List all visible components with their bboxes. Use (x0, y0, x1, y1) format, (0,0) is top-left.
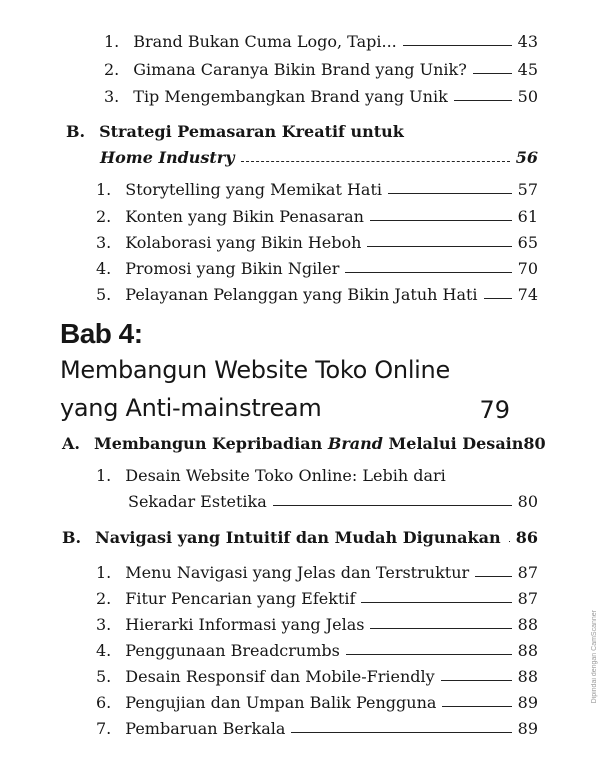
entry-title: Desain Website Toko Online: Lebih dari (125, 466, 446, 485)
entry-page: 88 (517, 667, 538, 686)
section-title (94, 434, 523, 453)
toc-entry[interactable] (96, 615, 538, 634)
toc-entry[interactable] (96, 563, 538, 582)
section-letter: B. (62, 528, 82, 547)
entry-page: 50 (517, 87, 538, 106)
section-title-italic: Home Industry (100, 148, 235, 167)
entry-page: 89 (517, 693, 538, 712)
section-letter: A. (62, 434, 80, 453)
section-title: Navigasi yang Intuitif dan Mudah Digunakan (95, 528, 501, 547)
toc-entry-cont[interactable] (128, 492, 538, 511)
toc-entry[interactable] (96, 233, 538, 252)
entry-title: Desain Responsif dan Mobile-Friendly (125, 667, 435, 686)
leader-line (509, 541, 510, 542)
section-heading[interactable] (62, 528, 538, 547)
entry-title: Kolaborasi yang Bikin Heboh (125, 233, 362, 252)
entry-number: 6. (96, 693, 112, 712)
entry-number: 1. (104, 32, 120, 51)
chapter-title-line1[interactable]: Membangun Website Toko Online (60, 356, 450, 384)
leader-line (345, 272, 511, 273)
section-title-pre: Membangun Kepribadian (93, 434, 328, 453)
section-heading-cont[interactable] (100, 148, 538, 167)
entry-page: 57 (517, 180, 538, 199)
section-heading[interactable] (62, 434, 546, 453)
scanner-watermark: Dipindai dengan CamScanner (591, 610, 598, 704)
toc-entry[interactable] (96, 641, 538, 660)
entry-number: 3. (104, 87, 120, 106)
leader-line (361, 602, 511, 603)
entry-title: Penggunaan Breadcrumbs (125, 641, 340, 660)
leader-line (370, 628, 511, 629)
section-title-brand: Brand (327, 434, 383, 453)
entry-title: Pelayanan Pelanggan yang Bikin Jatuh Hati (125, 285, 478, 304)
entry-page: 45 (517, 60, 538, 79)
leader-line (346, 654, 512, 655)
entry-number: 2. (96, 207, 112, 226)
toc-entry[interactable] (96, 466, 538, 485)
entry-page: 70 (517, 259, 538, 278)
entry-page: 87 (517, 563, 538, 582)
toc-entry[interactable] (104, 60, 538, 79)
entry-page: 65 (517, 233, 538, 252)
toc-entry[interactable] (96, 589, 538, 608)
toc-entry[interactable] (104, 32, 538, 51)
entry-number: 2. (96, 589, 112, 608)
section-title: Strategi Pemasaran Kreatif untuk (99, 122, 404, 141)
entry-page: 61 (517, 207, 538, 226)
section-page: 86 (515, 528, 538, 547)
leader-line (403, 45, 512, 46)
entry-title: Fitur Pencarian yang Efektif (125, 589, 356, 608)
entry-title: Hierarki Informasi yang Jelas (125, 615, 365, 634)
entry-number: 4. (96, 641, 112, 660)
section-title-post: Melalui Desain (382, 434, 524, 453)
chapter-title-line2[interactable]: yang Anti-mainstream (60, 394, 322, 422)
leader-line (241, 161, 510, 162)
section-heading[interactable] (66, 122, 538, 141)
entry-title: Tip Mengembangkan Brand yang Unik (133, 87, 448, 106)
leader-line (370, 220, 512, 221)
toc-entry[interactable] (96, 285, 538, 304)
toc-entry[interactable] (96, 693, 538, 712)
entry-page: 43 (517, 32, 538, 51)
toc-entry[interactable] (96, 259, 538, 278)
toc-entry[interactable] (96, 667, 538, 686)
entry-title: Storytelling yang Memikat Hati (125, 180, 382, 199)
entry-number: 1. (96, 466, 112, 485)
toc-entry[interactable] (96, 719, 538, 738)
leader-line (367, 246, 511, 247)
chapter-page: 79 (479, 396, 510, 424)
entry-number: 1. (96, 180, 112, 199)
entry-number: 7. (96, 719, 112, 738)
leader-line (475, 576, 512, 577)
toc-entry[interactable] (96, 180, 538, 199)
chapter-label: Bab 4: (60, 318, 143, 349)
entry-title: Gimana Caranya Bikin Brand yang Unik? (133, 60, 467, 79)
entry-title: Promosi yang Bikin Ngiler (125, 259, 340, 278)
leader-line (441, 680, 512, 681)
leader-line (273, 505, 512, 506)
entry-number: 3. (96, 233, 112, 252)
entry-page: 74 (517, 285, 538, 304)
entry-title: Sekadar Estetika (128, 492, 267, 511)
entry-title: Brand Bukan Cuma Logo, Tapi... (133, 32, 397, 51)
entry-number: 5. (96, 667, 112, 686)
entry-number: 3. (96, 615, 112, 634)
entry-title: Pembaruan Berkala (125, 719, 286, 738)
entry-number: 5. (96, 285, 112, 304)
leader-line (473, 73, 512, 74)
entry-number: 4. (96, 259, 112, 278)
leader-line (454, 100, 512, 101)
entry-page: 88 (517, 615, 538, 634)
section-letter: B. (66, 122, 86, 141)
entry-page: 87 (517, 589, 538, 608)
toc-entry[interactable] (96, 207, 538, 226)
entry-page: 80 (517, 492, 538, 511)
leader-line (388, 193, 512, 194)
entry-title: Konten yang Bikin Penasaran (125, 207, 364, 226)
entry-page: 89 (517, 719, 538, 738)
leader-line (484, 298, 512, 299)
entry-title: Pengujian dan Umpan Balik Pengguna (125, 693, 437, 712)
section-page: 56 (515, 148, 538, 167)
entry-number: 1. (96, 563, 112, 582)
entry-title: Menu Navigasi yang Jelas dan Terstruktur (125, 563, 470, 582)
leader-line (442, 706, 511, 707)
leader-line (291, 732, 511, 733)
toc-entry[interactable] (104, 87, 538, 106)
entry-page: 88 (517, 641, 538, 660)
section-page: 80 (523, 434, 546, 453)
entry-number: 2. (104, 60, 120, 79)
